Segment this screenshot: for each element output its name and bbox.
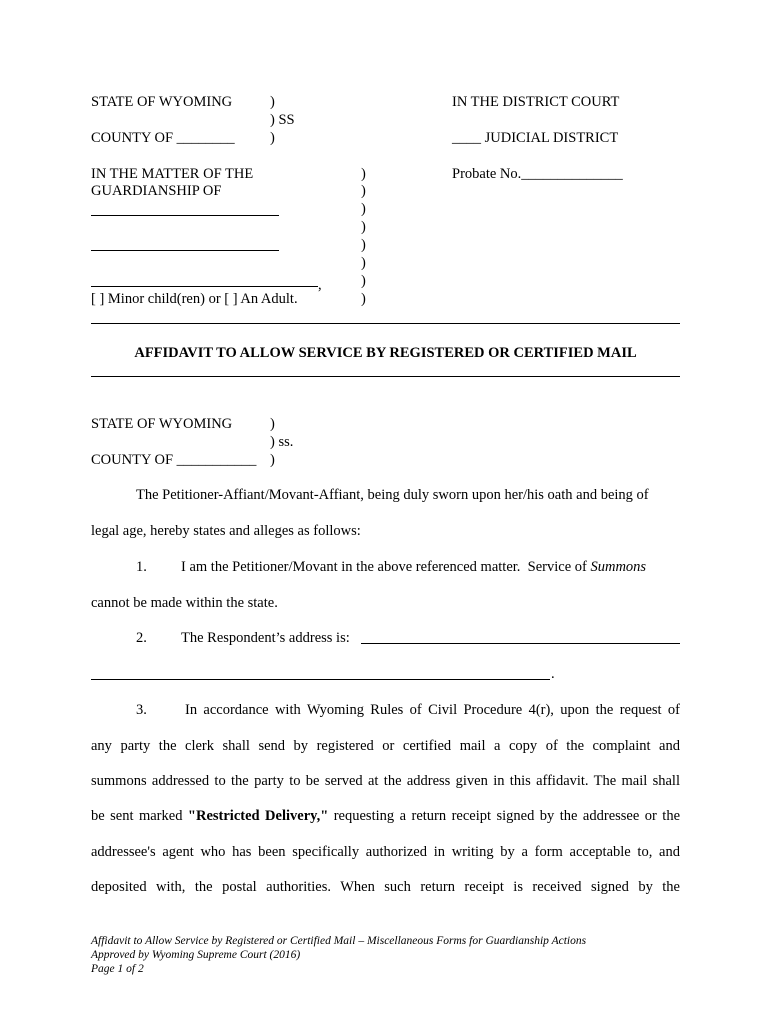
summons-italic: Summons xyxy=(590,559,647,575)
paragraph-1-line2: cannot be made within the state. xyxy=(91,595,278,611)
paragraph-3-line4 xyxy=(91,809,680,824)
caption-paren: ) xyxy=(361,237,366,253)
paragraph-number: 3. xyxy=(136,702,147,718)
venue-ss: ) ss. xyxy=(270,434,294,450)
probate-number: Probate No.______________ xyxy=(452,166,623,182)
title-rule-bottom xyxy=(91,376,680,377)
matter-line2: GUARDIANSHIP OF xyxy=(91,183,222,199)
ward-name-line xyxy=(91,215,279,216)
venue-paren: ) xyxy=(270,452,275,468)
footer-page-number: Page 1 of 2 xyxy=(91,963,144,975)
caption-paren: ) xyxy=(270,130,275,146)
caption-paren: ) xyxy=(361,291,366,307)
p3-line4-pre: be sent marked xyxy=(91,808,188,824)
address-line xyxy=(91,679,550,680)
caption-paren: ) xyxy=(361,201,366,217)
caption-paren: ) xyxy=(361,183,366,199)
address-end: . xyxy=(551,666,555,682)
footer-approval: Approved by Wyoming Supreme Court (2016) xyxy=(91,949,301,961)
footer-form-name: Affidavit to Allow Service by Registered or Certified Mail – Miscellaneous Forms for Guardianship Actions xyxy=(91,935,587,947)
title-rule-top xyxy=(91,323,680,324)
paragraph-3-line1: In accordance with Wyoming Rules of Civil Procedure 4(r), upon the request of xyxy=(185,702,680,718)
caption-paren: ) xyxy=(361,219,366,235)
ward-name-line xyxy=(91,250,279,251)
matter-line1: IN THE MATTER OF THE xyxy=(91,166,254,182)
intro-line1: The Petitioner-Affiant/Movant-Affiant, being duly sworn upon her/his oath and being of xyxy=(136,487,649,503)
caption-paren: ) xyxy=(270,94,275,110)
restricted-delivery-bold: "Restricted Delivery," xyxy=(187,808,329,824)
paragraph-1 xyxy=(181,560,646,575)
intro-line2: legal age, hereby states and alleges as follows: xyxy=(91,523,361,539)
paragraph-3-line6: deposited with, the postal authorities. When such return receipt is received signed by the xyxy=(91,879,680,895)
caption-paren: ) xyxy=(361,273,366,289)
document-title: AFFIDAVIT TO ALLOW SERVICE BY REGISTERED OR CERTIFIED MAIL xyxy=(134,345,637,361)
address-line xyxy=(361,643,680,644)
ward-name-line xyxy=(91,286,318,287)
caption-paren: ) xyxy=(361,255,366,271)
paragraph-2-text: The Respondent’s address is: xyxy=(181,630,354,646)
caption-ss: ) SS xyxy=(270,112,295,128)
venue-state: STATE OF WYOMING xyxy=(91,416,233,432)
caption-paren: ) xyxy=(361,166,366,182)
paragraph-3-line5: addressee's agent who has been specifically authorized in writing by a form acceptable to, and xyxy=(91,844,680,860)
judicial-district: ____ JUDICIAL DISTRICT xyxy=(452,130,619,146)
paragraph-number: 1. xyxy=(136,559,147,575)
caption-state: STATE OF WYOMING xyxy=(91,94,233,110)
venue-county: COUNTY OF ___________ xyxy=(91,452,257,468)
minor-adult-checkboxes: [ ] Minor child(ren) or [ ] An Adult. xyxy=(91,291,298,307)
paragraph-number: 2. xyxy=(136,630,147,646)
p3-line4-post: requesting a return receipt signed by the addressee or the xyxy=(328,808,681,824)
court-name: IN THE DISTRICT COURT xyxy=(452,94,620,110)
venue-paren: ) xyxy=(270,416,275,432)
comma: , xyxy=(318,277,322,293)
paragraph-1-text: I am the Petitioner/Movant in the above referenced matter. Service of xyxy=(181,559,591,575)
caption-county: COUNTY OF ________ xyxy=(91,130,235,146)
paragraph-3-line3: summons addressed to the party to be served at the address given in this affidavit. The mail shall xyxy=(91,773,680,789)
paragraph-3-line2: any party the clerk shall send by registered or certified mail a copy of the complaint and xyxy=(91,738,680,754)
